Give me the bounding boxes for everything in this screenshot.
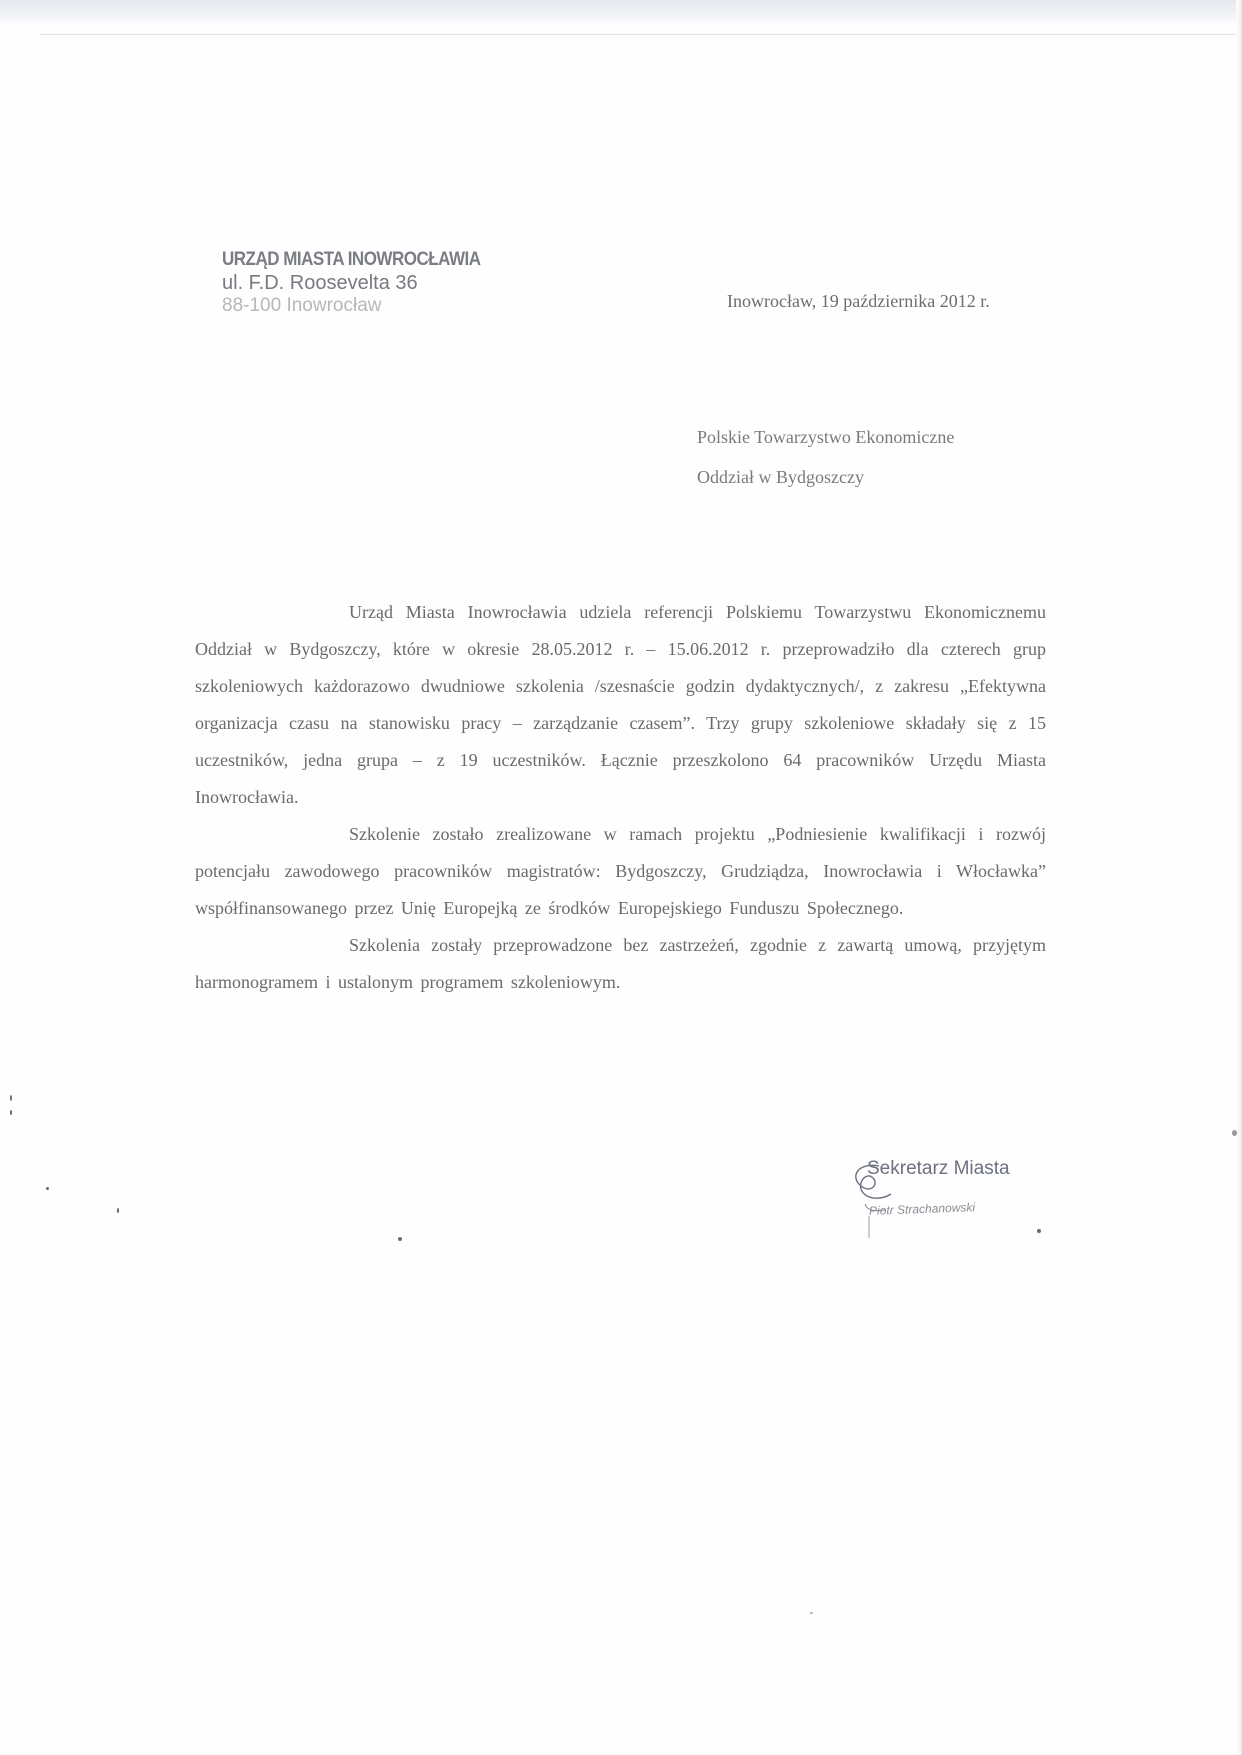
body-paragraph-2: Szkolenie zostało zrealizowane w ramach projektu „Podniesienie kwalifikacji i rozwój potencjału zawodowego pracowników magistratów: Bydgoszczy, Grudziądza, Inowrocławia i Włocławka” współfinansowanego przez Unię Europejką ze środków Europejskiego Funduszu Społecznego. xyxy=(195,824,1046,918)
scan-speck xyxy=(10,1110,12,1115)
stamp-street: ul. F.D. Roosevelta 36 xyxy=(222,272,418,294)
scan-speck xyxy=(10,1095,12,1101)
place-and-date: Inowrocław, 19 października 2012 r. xyxy=(727,291,990,311)
signature-block xyxy=(845,1158,1045,1248)
body-paragraph-1: Urząd Miasta Inowrocławia udziela referencji Polskiemu Towarzystwu Ekonomicznemu Oddział w Bydgoszczy, które w okresie 28.05.2012 r. – 15.06.2012 r. przeprowadziło dla czterech grup szkoleniowych każdorazowo dwudniowe szkolenia /szesnaście godzin dydaktycznych/, z zakresu „Efektywna organizacja czasu na stanowisku pracy – zarządzanie czasem”. Trzy grupy szkoleniowe składały się z 15 uczestników, jedna grupa – z 19 uczestników. Łącznie przeszkolono 64 pracowników Urzędu Miasta Inowrocławia. xyxy=(195,602,1046,807)
recipient-branch: Oddział w Bydgoszczy xyxy=(697,467,864,487)
scan-right-edge xyxy=(1236,0,1242,1755)
scan-speck xyxy=(1037,1229,1041,1233)
recipient-block xyxy=(697,417,954,497)
body-paragraph-3: Szkolenia zostały przeprowadzone bez zastrzeżeń, zgodnie z zawartą umową, przyjętym harmonogramem i ustalonym programem szkoleniowym. xyxy=(195,935,1046,992)
scan-speck xyxy=(1232,1130,1237,1136)
recipient-organization: Polskie Towarzystwo Ekonomiczne xyxy=(697,427,955,447)
scan-speck xyxy=(117,1208,119,1213)
signatory-name: Piotr Strachanowski xyxy=(868,1200,976,1218)
scan-speck xyxy=(810,1612,813,1614)
stamp-office-name: URZĄD MIASTA INOWROCŁAWIA xyxy=(222,247,481,270)
scan-top-line xyxy=(40,34,1240,35)
scan-top-edge xyxy=(0,0,1242,26)
scan-speck xyxy=(46,1187,49,1190)
address-stamp xyxy=(222,247,481,316)
letter-body xyxy=(195,594,1046,1001)
signatory-title: Sekretarz Miasta xyxy=(867,1158,1010,1179)
stamp-city: 88-100 Inowrocław xyxy=(222,295,382,316)
scan-speck xyxy=(398,1237,402,1241)
